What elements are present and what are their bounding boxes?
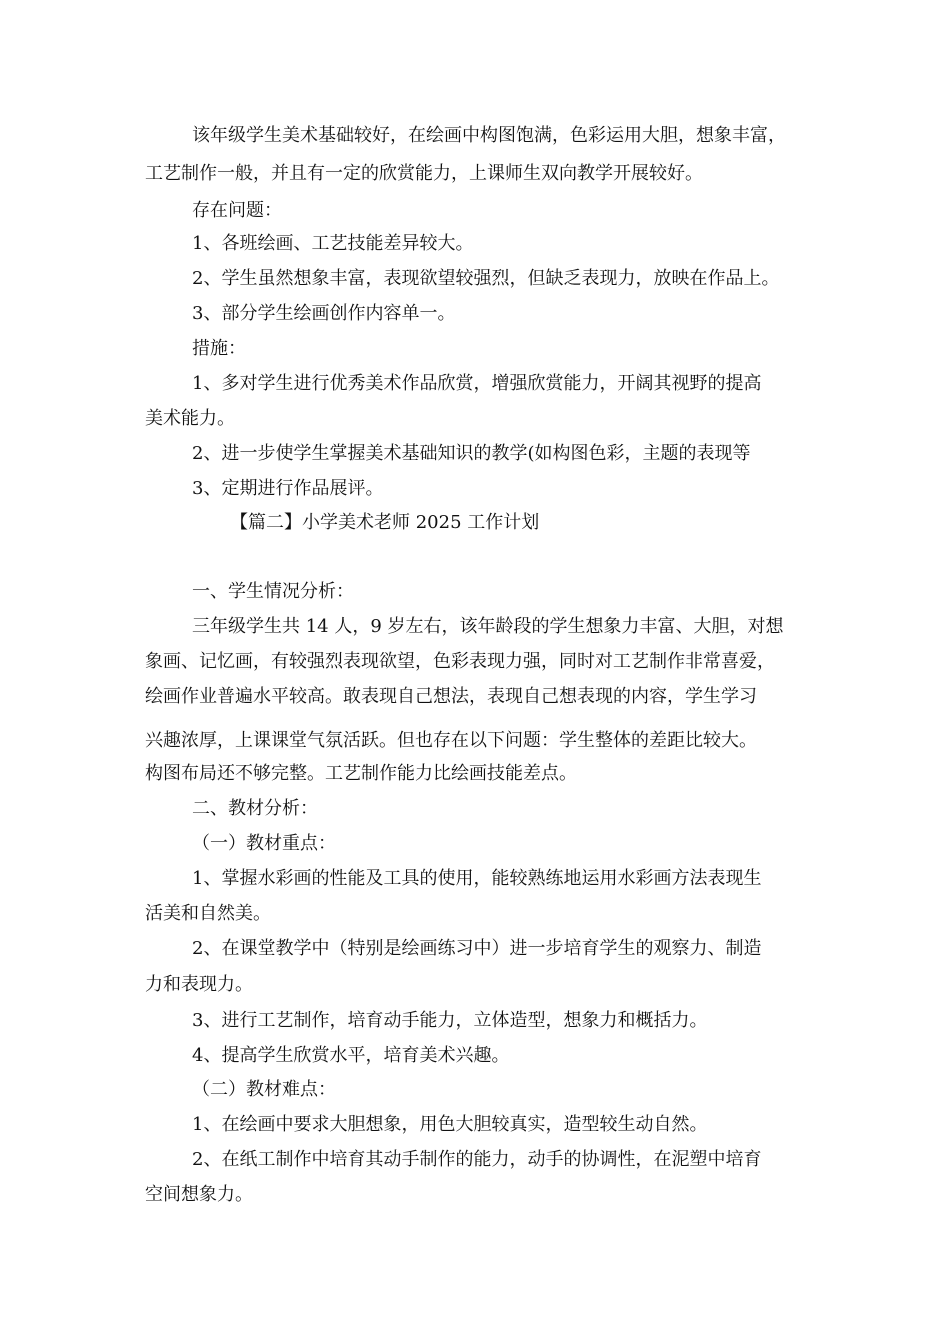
key-points-title: （一）教材重点： — [192, 833, 336, 854]
subsection-title: 一、学生情况分析： — [192, 581, 354, 602]
measure-item: 3、定期进行作品展评。 — [192, 478, 384, 499]
problem-item: 1、各班绘画、工艺技能差异较大。 — [192, 233, 474, 254]
difficulty-item: 2、在纸工制作中培育其动手制作的能力，动手的协调性，在泥塑中培育 — [192, 1149, 762, 1170]
key-point-item: 3、进行工艺制作，培育动手能力，立体造型，想象力和概括力。 — [192, 1010, 708, 1031]
paragraph-line: 构图布局还不够完整。工艺制作能力比绘画技能差点。 — [145, 763, 577, 784]
key-point-item: 1、掌握水彩画的性能及工具的使用，能较熟练地运用水彩画方法表现生 — [192, 868, 762, 889]
problem-item: 2、学生虽然想象丰富，表现欲望较强烈，但缺乏表现力，放映在作品上。 — [192, 268, 780, 289]
subsection-title: 二、教材分析： — [192, 798, 318, 819]
key-point-item-cont: 活美和自然美。 — [145, 903, 271, 924]
measure-item: 2、进一步使学生掌握美术基础知识的教学(如构图色彩，主题的表现等 — [192, 443, 751, 464]
paragraph-line: 该年级学生美术基础较好，在绘画中构图饱满，色彩运用大胆，想象丰富， — [192, 125, 786, 146]
measures-title: 措施： — [192, 338, 246, 359]
paragraph-line: 工艺制作一般，并且有一定的欣赏能力，上课师生双向教学开展较好。 — [145, 163, 703, 184]
key-point-item: 2、在课堂教学中（特别是绘画练习中）进一步培育学生的观察力、制造 — [192, 938, 762, 959]
difficulties-title: （二）教材难点： — [192, 1079, 336, 1100]
paragraph-line: 象画、记忆画，有较强烈表现欲望，色彩表现力强，同时对工艺制作非常喜爱， — [145, 651, 775, 672]
difficulty-item-cont: 空间想象力。 — [145, 1184, 253, 1205]
section-heading: 【篇二】小学美术老师 2025 工作计划 — [230, 512, 540, 533]
paragraph-line: 兴趣浓厚，上课课堂气氛活跃。但也存在以下问题：学生整体的差距比较大。 — [145, 730, 757, 751]
problems-title: 存在问题： — [192, 200, 282, 221]
key-point-item-cont: 力和表现力。 — [145, 974, 253, 995]
problem-item: 3、部分学生绘画创作内容单一。 — [192, 303, 456, 324]
difficulty-item: 1、在绘画中要求大胆想象，用色大胆较真实，造型较生动自然。 — [192, 1114, 708, 1135]
paragraph-line: 三年级学生共 14 人，9 岁左右，该年龄段的学生想象力丰富、大胆，对想 — [192, 616, 784, 637]
key-point-item: 4、提高学生欣赏水平，培育美术兴趣。 — [192, 1045, 510, 1066]
measure-item: 1、多对学生进行优秀美术作品欣赏，增强欣赏能力，开阔其视野的提高 — [192, 373, 762, 394]
measure-item-cont: 美术能力。 — [145, 408, 235, 429]
paragraph-line: 绘画作业普遍水平较高。敢表现自己想法，表现自己想表现的内容，学生学习 — [145, 686, 757, 707]
